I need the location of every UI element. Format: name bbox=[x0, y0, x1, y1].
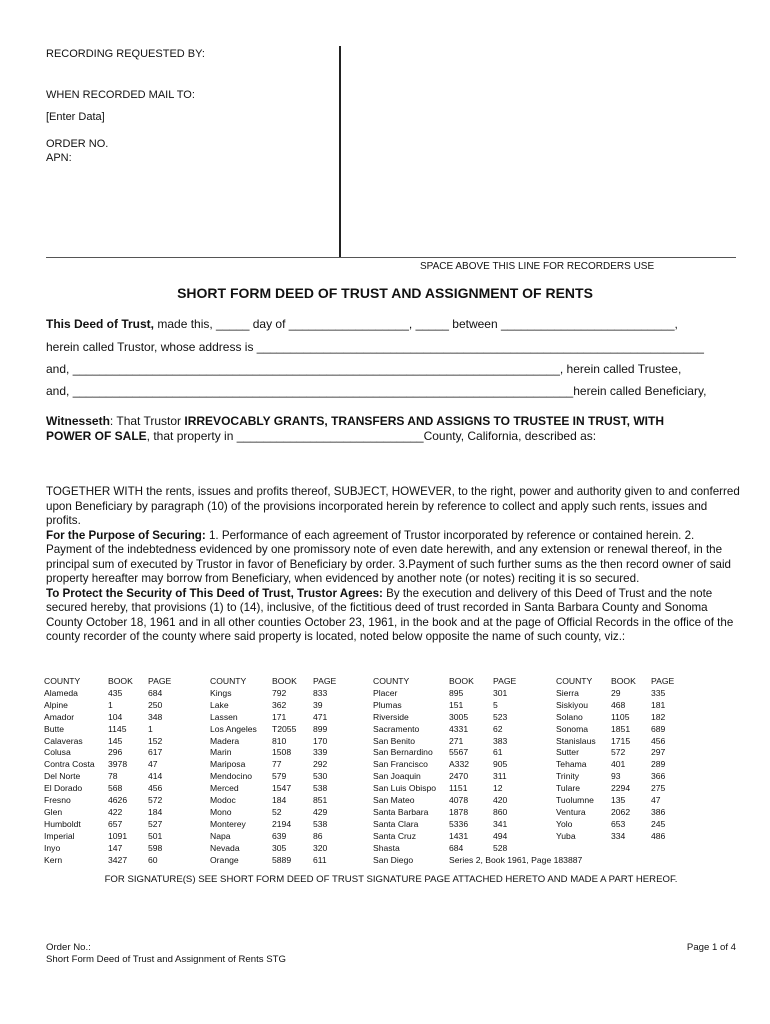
table-cell: Solano bbox=[556, 711, 583, 722]
table-cell: Inyo bbox=[44, 842, 61, 853]
table-row bbox=[44, 783, 691, 795]
table-cell: 456 bbox=[148, 783, 163, 794]
table-cell: Yuba bbox=[556, 830, 576, 841]
table-cell: A332 bbox=[449, 759, 470, 770]
table-cell: 5889 bbox=[272, 854, 292, 865]
apn-label: APN: bbox=[46, 152, 72, 164]
table-cell: Santa Cruz bbox=[373, 830, 416, 841]
table-cell: San Joaquin bbox=[373, 771, 421, 782]
table-cell: 860 bbox=[493, 806, 508, 817]
table-cell: Madera bbox=[210, 735, 240, 746]
table-cell: T2055 bbox=[272, 723, 297, 734]
san-diego-series-cell: Series 2, Book 1961, Page 183887 bbox=[449, 854, 583, 865]
table-cell: Sutter bbox=[556, 747, 579, 758]
table-cell: 420 bbox=[493, 795, 508, 806]
table-cell: Tuolumne bbox=[556, 795, 594, 806]
table-cell: 60 bbox=[148, 854, 158, 865]
table-cell: 86 bbox=[313, 830, 323, 841]
table-cell: 538 bbox=[313, 783, 328, 794]
intro-line-3: and, _________________________________________________________________________, herein called Trustee, bbox=[46, 362, 682, 376]
table-cell: 486 bbox=[651, 830, 666, 841]
footer bbox=[46, 942, 286, 966]
column-header: BOOK bbox=[108, 676, 133, 686]
table-cell: 181 bbox=[651, 699, 666, 710]
purpose-paragraph bbox=[46, 529, 741, 587]
table-cell: Tulare bbox=[556, 783, 581, 794]
table-cell: Calaveras bbox=[44, 735, 83, 746]
table-row bbox=[44, 795, 691, 807]
table-cell: Yolo bbox=[556, 818, 573, 829]
table-cell: Riverside bbox=[373, 711, 409, 722]
table-cell: 2062 bbox=[611, 806, 631, 817]
table-cell: 289 bbox=[651, 759, 666, 770]
deed-of-trust-bold: This Deed of Trust, bbox=[46, 317, 155, 331]
table-cell: Contra Costa bbox=[44, 759, 95, 770]
header-vertical-divider bbox=[339, 46, 341, 258]
intro-line-1-text: made this, _____ day of __________________, _____ between __________________________, bbox=[154, 317, 678, 331]
table-cell: 1 bbox=[108, 699, 113, 710]
table-cell: Kings bbox=[210, 687, 232, 698]
table-cell: 184 bbox=[272, 795, 287, 806]
table-cell: Placer bbox=[373, 687, 398, 698]
table-row bbox=[44, 712, 691, 724]
table-cell: 292 bbox=[313, 759, 328, 770]
order-no-label: ORDER NO. bbox=[46, 138, 109, 150]
table-cell bbox=[651, 843, 691, 855]
column-header: PAGE bbox=[493, 676, 517, 686]
table-cell: El Dorado bbox=[44, 783, 83, 794]
table-cell: Glen bbox=[44, 806, 63, 817]
table-cell: 1431 bbox=[449, 830, 469, 841]
table-cell: Monterey bbox=[210, 818, 246, 829]
column-header: PAGE bbox=[148, 676, 172, 686]
table-cell: 657 bbox=[108, 818, 123, 829]
table-cell: 401 bbox=[611, 759, 626, 770]
witnesseth-grant-bold: IRREVOCABLY GRANTS, TRANSFERS AND ASSIGNS TO TRUSTEE IN TRUST, WITH POWER OF SALE bbox=[46, 414, 664, 443]
table-row bbox=[44, 819, 691, 831]
table-cell: 899 bbox=[313, 723, 328, 734]
table-cell: 275 bbox=[651, 783, 666, 794]
table-cell bbox=[611, 843, 651, 855]
table-cell: 598 bbox=[148, 842, 163, 853]
table-cell: 151 bbox=[449, 699, 464, 710]
recorders-line bbox=[46, 257, 736, 258]
table-cell: 494 bbox=[493, 830, 508, 841]
table-cell: 684 bbox=[148, 687, 163, 698]
table-cell: Mendocino bbox=[210, 771, 253, 782]
table-cell: Lassen bbox=[210, 711, 238, 722]
table-cell: Orange bbox=[210, 854, 239, 865]
table-cell: Plumas bbox=[373, 699, 402, 710]
table-cell: 689 bbox=[651, 723, 666, 734]
table-cell: 52 bbox=[272, 806, 282, 817]
table-cell: 538 bbox=[313, 818, 328, 829]
table-cell: 501 bbox=[148, 830, 163, 841]
table-cell: 1151 bbox=[449, 783, 468, 794]
table-cell: 184 bbox=[148, 806, 163, 817]
table-cell: 5 bbox=[493, 699, 498, 710]
table-cell: San Luis Obispo bbox=[373, 783, 437, 794]
table-cell: Trinity bbox=[556, 771, 580, 782]
table-cell: 810 bbox=[272, 735, 287, 746]
table-cell: 527 bbox=[148, 818, 163, 829]
column-header: BOOK bbox=[611, 676, 636, 686]
table-cell: 1878 bbox=[449, 806, 469, 817]
witnesseth-label: Witnesseth bbox=[46, 414, 110, 428]
table-cell: 471 bbox=[313, 711, 328, 722]
table-cell: Alameda bbox=[44, 687, 78, 698]
table-cell: Fresno bbox=[44, 795, 71, 806]
recording-requested-label: RECORDING REQUESTED BY: bbox=[46, 48, 205, 60]
table-cell: Alpine bbox=[44, 699, 68, 710]
table-cell: 3005 bbox=[449, 711, 469, 722]
table-cell: 523 bbox=[493, 711, 508, 722]
table-row bbox=[44, 747, 691, 759]
table-cell: 77 bbox=[272, 759, 282, 770]
page-number: Page 1 of 4 bbox=[686, 942, 736, 953]
table-cell: 301 bbox=[493, 687, 508, 698]
table-cell: 4626 bbox=[108, 795, 128, 806]
table-cell: San Bernardino bbox=[373, 747, 433, 758]
table-cell: 905 bbox=[493, 759, 508, 770]
intro-line-1 bbox=[46, 317, 738, 331]
column-header: BOOK bbox=[449, 676, 474, 686]
table-cell: 145 bbox=[108, 735, 123, 746]
table-cell: 611 bbox=[313, 854, 327, 865]
county-recording-table bbox=[44, 676, 691, 867]
table-cell: Napa bbox=[210, 830, 231, 841]
mail-to-label: WHEN RECORDED MAIL TO: bbox=[46, 89, 195, 101]
table-cell: Modoc bbox=[210, 795, 236, 806]
table-cell: 182 bbox=[651, 711, 666, 722]
recorders-use-label: SPACE ABOVE THIS LINE FOR RECORDERS USE bbox=[420, 261, 655, 272]
table-cell: Sonoma bbox=[556, 723, 589, 734]
table-cell: 135 bbox=[611, 795, 626, 806]
table-cell: Amador bbox=[44, 711, 75, 722]
table-cell: Mono bbox=[210, 806, 232, 817]
table-cell: 320 bbox=[313, 842, 328, 853]
table-row bbox=[44, 855, 691, 867]
table-row bbox=[44, 759, 691, 771]
table-cell: 93 bbox=[611, 771, 621, 782]
table-cell: 5567 bbox=[449, 747, 469, 758]
table-cell: 4331 bbox=[449, 723, 469, 734]
table-cell: 3427 bbox=[108, 854, 128, 865]
table-cell: Sierra bbox=[556, 687, 579, 698]
table-row bbox=[44, 807, 691, 819]
table-cell: 366 bbox=[651, 771, 666, 782]
table-cell: Ventura bbox=[556, 806, 586, 817]
table-cell: Del Norte bbox=[44, 771, 81, 782]
intro-line-2: herein called Trustor, whose address is ___________________________________________________________________ bbox=[46, 340, 704, 354]
table-cell: 792 bbox=[272, 687, 287, 698]
purpose-label: For the Purpose of Securing: bbox=[46, 528, 206, 542]
table-cell: 12 bbox=[493, 783, 503, 794]
document-title: SHORT FORM DEED OF TRUST AND ASSIGNMENT OF RENTS bbox=[177, 285, 593, 301]
table-cell: 339 bbox=[313, 747, 328, 758]
county-table-body bbox=[44, 676, 691, 867]
table-cell: 1547 bbox=[272, 783, 292, 794]
table-cell: 61 bbox=[493, 747, 503, 758]
table-cell: Siskiyou bbox=[556, 699, 588, 710]
table-cell: 245 bbox=[651, 818, 666, 829]
table-cell: 78 bbox=[108, 771, 118, 782]
table-cell: 362 bbox=[272, 699, 287, 710]
table-cell: 29 bbox=[611, 687, 621, 698]
table-cell: 653 bbox=[611, 818, 626, 829]
table-header-row bbox=[44, 676, 691, 688]
table-cell: 422 bbox=[108, 806, 123, 817]
witnesseth-text-1: : That Trustor bbox=[109, 414, 185, 428]
purpose-text: 1. Performance of each agreement of Trustor incorporated by reference or contained herein. 2. Payment of the indebtedness evidenced by one promissory note of even date herewith, and any extension or renewal thereof, in the principal sum of executed by Trustor in favor of Beneficiary by order. 3.Payment of such further sums as the then record owner of said property hereafter may borrow from Beneficiary, when evidenced by another note (or notes) reciting it is so secured. bbox=[46, 528, 732, 585]
footer-order-no: Order No.: bbox=[46, 942, 91, 953]
table-cell: 1 bbox=[148, 723, 153, 734]
table-cell: Merced bbox=[210, 783, 239, 794]
column-header: PAGE bbox=[313, 676, 337, 686]
table-cell: 684 bbox=[449, 842, 464, 853]
column-header: COUNTY bbox=[210, 676, 247, 686]
table-cell: 335 bbox=[651, 687, 666, 698]
table-cell: 1508 bbox=[272, 747, 292, 758]
table-cell: 334 bbox=[611, 830, 626, 841]
table-cell: Colusa bbox=[44, 747, 71, 758]
table-cell: 348 bbox=[148, 711, 163, 722]
column-header: COUNTY bbox=[44, 676, 81, 686]
table-cell: 5336 bbox=[449, 818, 469, 829]
table-cell: 152 bbox=[148, 735, 163, 746]
table-cell: 435 bbox=[108, 687, 123, 698]
table-cell: 414 bbox=[148, 771, 163, 782]
table-row bbox=[44, 688, 691, 700]
column-header: BOOK bbox=[272, 676, 297, 686]
table-cell: 4078 bbox=[449, 795, 469, 806]
table-cell: Shasta bbox=[373, 842, 400, 853]
table-cell: 1091 bbox=[108, 830, 128, 841]
body-paragraphs bbox=[46, 485, 741, 645]
table-cell: 1851 bbox=[611, 723, 631, 734]
table-cell: 296 bbox=[108, 747, 123, 758]
table-cell: Sacramento bbox=[373, 723, 420, 734]
table-cell: 528 bbox=[493, 842, 508, 853]
table-cell: 147 bbox=[108, 842, 123, 853]
column-header: PAGE bbox=[651, 676, 675, 686]
table-cell bbox=[556, 843, 611, 855]
table-row bbox=[44, 736, 691, 748]
table-cell: 639 bbox=[272, 830, 287, 841]
table-row bbox=[44, 831, 691, 843]
table-cell: Humboldt bbox=[44, 818, 81, 829]
witnesseth-paragraph bbox=[46, 414, 706, 444]
table-cell: 2194 bbox=[272, 818, 292, 829]
table-cell: 305 bbox=[272, 842, 287, 853]
table-cell: Marin bbox=[210, 747, 232, 758]
table-cell: 579 bbox=[272, 771, 287, 782]
protect-text: By the execution and delivery of this Deed of Trust and the note secured hereby, that provisions (1) to (14), inclusive, of the fictitious deed of trust recorded in Santa Barbara County and Sonoma County October 18, 1961 and in all other counties October 23, 1961, in the book and at the page of Official Records in the office of the county recorder of the county where said property is located, noted below opposite the name of such county, viz.: bbox=[46, 586, 734, 643]
table-cell: Nevada bbox=[210, 842, 240, 853]
table-cell: 456 bbox=[651, 735, 666, 746]
protect-label: To Protect the Security of This Deed of Trust, Trustor Agrees: bbox=[46, 586, 383, 600]
table-cell: San Francisco bbox=[373, 759, 428, 770]
table-cell: Butte bbox=[44, 723, 65, 734]
enter-data-field[interactable]: [Enter Data] bbox=[46, 111, 105, 123]
table-cell: Santa Clara bbox=[373, 818, 419, 829]
footer-doc-name: Short Form Deed of Trust and Assignment of Rents STG bbox=[46, 954, 286, 965]
table-cell: 1145 bbox=[108, 723, 127, 734]
table-cell: 1715 bbox=[611, 735, 631, 746]
signature-note: FOR SIGNATURE(S) SEE SHORT FORM DEED OF TRUST SIGNATURE PAGE ATTACHED HERETO AND MADE A PART HEREOF. bbox=[104, 874, 678, 885]
table-cell: Los Angeles bbox=[210, 723, 257, 734]
table-cell: 833 bbox=[313, 687, 328, 698]
table-cell: San Diego bbox=[373, 854, 414, 865]
table-cell: San Benito bbox=[373, 735, 416, 746]
table-row bbox=[44, 700, 691, 712]
table-cell: 311 bbox=[493, 771, 507, 782]
table-row bbox=[44, 724, 691, 736]
table-cell: Kern bbox=[44, 854, 63, 865]
table-cell: Imperial bbox=[44, 830, 75, 841]
table-cell: 572 bbox=[148, 795, 163, 806]
table-cell: 895 bbox=[449, 687, 464, 698]
table-cell: Lake bbox=[210, 699, 229, 710]
table-cell: 383 bbox=[493, 735, 508, 746]
table-row bbox=[44, 843, 691, 855]
table-cell: 2470 bbox=[449, 771, 469, 782]
table-cell: 341 bbox=[493, 818, 508, 829]
table-cell: 572 bbox=[611, 747, 626, 758]
table-cell: 271 bbox=[449, 735, 464, 746]
table-cell: 250 bbox=[148, 699, 163, 710]
table-cell: 568 bbox=[108, 783, 123, 794]
table-cell: 530 bbox=[313, 771, 328, 782]
table-cell: 297 bbox=[651, 747, 666, 758]
table-cell: 3978 bbox=[108, 759, 128, 770]
table-cell: 104 bbox=[108, 711, 123, 722]
table-cell: 2294 bbox=[611, 783, 631, 794]
table-cell: Mariposa bbox=[210, 759, 246, 770]
table-cell: 1105 bbox=[611, 711, 630, 722]
intro-line-4: and, ___________________________________________________________________________herein called Beneficiary, bbox=[46, 384, 707, 398]
table-cell: San Mateo bbox=[373, 795, 415, 806]
table-cell: 617 bbox=[148, 747, 163, 758]
table-cell: 47 bbox=[148, 759, 158, 770]
witnesseth-text-2: , that property in ____________________________County, California, described as: bbox=[146, 429, 597, 443]
table-cell: 170 bbox=[313, 735, 328, 746]
table-cell: Santa Barbara bbox=[373, 806, 429, 817]
table-cell: Stanislaus bbox=[556, 735, 596, 746]
table-cell: 386 bbox=[651, 806, 666, 817]
table-cell: 429 bbox=[313, 806, 328, 817]
table-cell: 851 bbox=[313, 795, 328, 806]
table-cell: 47 bbox=[651, 795, 661, 806]
table-cell: 62 bbox=[493, 723, 503, 734]
together-paragraph: TOGETHER WITH the rents, issues and profits thereof, SUBJECT, HOWEVER, to the right, power and authority given to and conferred upon Beneficiary by paragraph (10) of the provisions incorporated herein by reference to collect and apply such rents, issues and profits. bbox=[46, 485, 740, 527]
column-header: COUNTY bbox=[556, 676, 593, 686]
table-cell: 39 bbox=[313, 699, 323, 710]
table-cell: 468 bbox=[611, 699, 626, 710]
protect-paragraph bbox=[46, 587, 741, 645]
table-cell: Tehama bbox=[556, 759, 587, 770]
table-row bbox=[44, 771, 691, 783]
table-cell: 171 bbox=[272, 711, 287, 722]
column-header: COUNTY bbox=[373, 676, 410, 686]
